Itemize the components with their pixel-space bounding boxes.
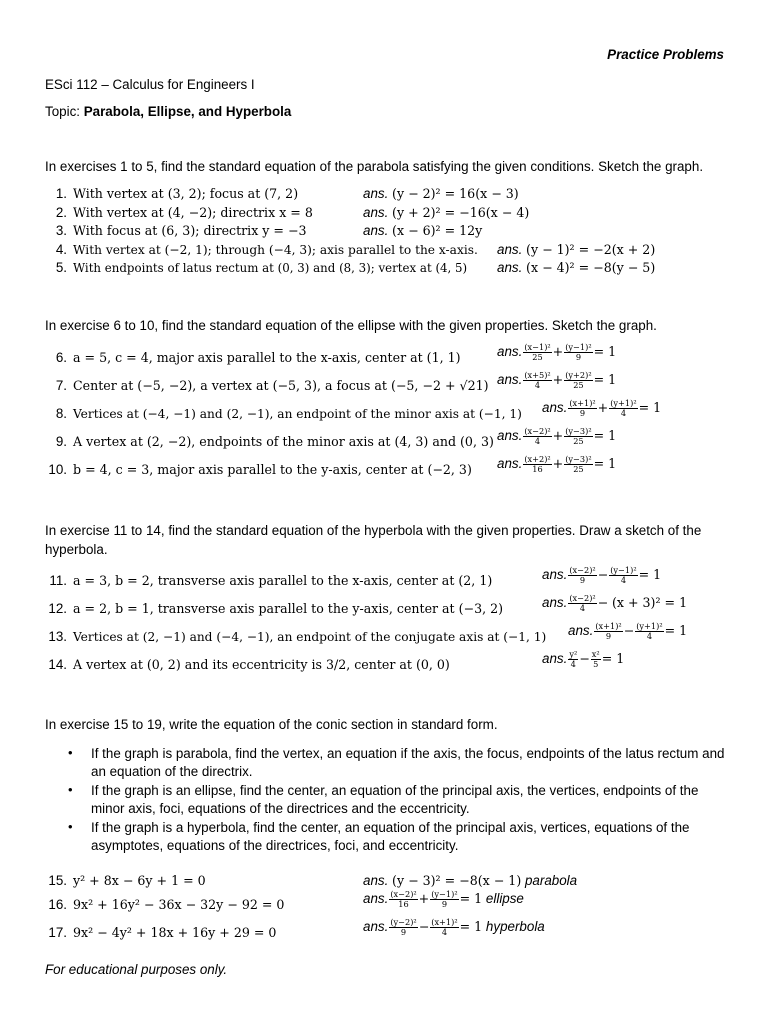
list-item — [45, 406, 522, 421]
item-question: b = 4, c = 3, major axis parallel to the y-axis, center at (−2, 3) — [73, 462, 472, 477]
section-4-intro: In exercise 15 to 19, write the equation of the conic section in standard form. — [45, 717, 498, 732]
bullet-icon: • — [68, 782, 73, 797]
item-answer: ans. $\frac{\text{(x−2)²}}{16}$ + $\frac{\text{(y−1)²}}{9}$ = 1 ellipse — [363, 889, 524, 909]
item-answer: ans. $\frac{\text{y²}}{4}$ − $\frac{\text{x²}}{5}$ = 1 — [542, 649, 625, 669]
bullet-item: If the graph is parabola, find the vertex, an equation if the axis, the focus, endpoints of the latus rectum and an equation of the directrix. — [91, 746, 725, 779]
answer-text: (y − 1)² = −2(x + 2) — [526, 242, 656, 257]
list-item — [45, 657, 450, 672]
ans-label: ans. — [497, 428, 523, 444]
ans-label: ans. — [497, 372, 523, 388]
list-item — [45, 205, 313, 220]
ans-label: ans. — [497, 344, 523, 360]
item-answer: ans. $\frac{\text{(x−1)²}}{25}$ + $\frac{\text{(y−1)²}}{9}$ = 1 — [497, 342, 617, 362]
bullet-item: If the graph is an ellipse, find the center, an equation of the principal axis, the vertices, endpoints of the minor axis, foci, equations of the directrices and the eccentricity. — [91, 783, 699, 816]
course-title: ESci 112 – Calculus for Engineers I — [45, 77, 255, 92]
item-answer — [497, 260, 655, 275]
list-item — [45, 378, 489, 393]
fraction: $\frac{\text{(x−2)²}}{16}$ — [390, 889, 417, 909]
answer-text: (x − 6)² = 12y — [392, 223, 483, 238]
item-question: 9x² − 4y² + 18x + 16y + 29 = 0 — [73, 925, 277, 940]
fraction: $\frac{\text{(x+1)²}}{4}$ — [431, 917, 458, 937]
item-number: 9. — [55, 434, 67, 449]
ans-label: ans. — [363, 891, 389, 907]
item-number: 13. — [48, 629, 67, 644]
list-item — [45, 260, 467, 275]
fraction: $\frac{\text{(x−2)²}}{4}$ — [569, 593, 596, 613]
fraction: $\frac{\text{(x−2)²}}{4}$ — [524, 426, 551, 446]
item-number: 14. — [48, 657, 67, 672]
bullet-icon: • — [68, 819, 73, 834]
item-answer: ans. $\frac{\text{(y−2)²}}{9}$ − $\frac{\text{(x+1)²}}{4}$ = 1 hyperbola — [363, 917, 545, 937]
item-number: 2. — [55, 205, 67, 220]
ans-label: ans. — [497, 456, 523, 472]
item-number: 10. — [48, 462, 67, 477]
item-answer — [363, 873, 577, 888]
item-number: 15. — [48, 873, 67, 888]
fraction: $\frac{\text{(x−1)²}}{25}$ — [524, 342, 551, 362]
item-number: 17. — [48, 925, 67, 940]
list-item — [45, 573, 492, 588]
ans-label: ans. — [363, 186, 389, 201]
conic-kind: parabola — [524, 873, 578, 888]
item-question: With endpoints of latus rectum at (0, 3) and (8, 3); vertex at (4, 5) — [73, 261, 468, 275]
item-number: 4. — [55, 242, 67, 257]
topic-label: Topic: — [45, 104, 80, 119]
item-number: 16. — [48, 897, 67, 912]
item-question: With vertex at (−2, 1); through (−4, 3); axis parallel to the x-axis. — [73, 243, 478, 257]
item-question: y² + 8x − 6y + 1 = 0 — [73, 873, 206, 888]
list-item — [45, 873, 206, 888]
ans-label: ans. — [568, 623, 594, 639]
answer-text: (y − 3)² = −8(x − 1) — [392, 873, 522, 888]
item-answer: ans. $\frac{\text{(x+1)²}}{9}$ − $\frac{\text{(y+1)²}}{4}$ = 1 — [568, 621, 688, 641]
list-item — [45, 601, 503, 616]
fraction: $\frac{\text{(x+1)²}}{9}$ — [569, 398, 596, 418]
ans-label: ans. — [542, 400, 568, 416]
item-answer — [363, 223, 482, 238]
fraction: $\frac{\text{(y−2)²}}{9}$ — [390, 917, 417, 937]
fraction: $\frac{\text{(y−3)²}}{25}$ — [565, 454, 592, 474]
topic-line — [45, 104, 291, 119]
item-question: A vertex at (0, 2) and its eccentricity is 3/2, center at (0, 0) — [73, 657, 450, 672]
item-question: Center at (−5, −2), a vertex at (−5, 3), a focus at (−5, −2 + √21) — [73, 378, 489, 393]
item-question: a = 5, c = 4, major axis parallel to the x-axis, center at (1, 1) — [73, 350, 461, 365]
conic-kind: ellipse — [485, 891, 524, 907]
item-question: With focus at (6, 3); directrix y = −3 — [73, 223, 307, 238]
fraction: $\frac{\text{x²}}{5}$ — [591, 649, 600, 669]
ans-label: ans. — [497, 242, 523, 257]
bullet-icon: • — [68, 745, 73, 760]
list-item — [45, 242, 478, 257]
fraction: $\frac{\text{(y−1)²}}{4}$ — [610, 565, 637, 585]
item-question: A vertex at (2, −2), endpoints of the minor axis at (4, 3) and (0, 3) — [73, 434, 494, 449]
practice-problems-title: Practice Problems — [607, 47, 724, 62]
fraction: $\frac{\text{(x−2)²}}{9}$ — [569, 565, 596, 585]
fraction: $\frac{\text{(y−1)²}}{9}$ — [431, 889, 458, 909]
fraction: $\frac{\text{(y+1)²}}{4}$ — [636, 621, 663, 641]
item-number: 12. — [48, 601, 67, 616]
item-answer — [497, 242, 655, 257]
section-2-intro: In exercise 6 to 10, find the standard equation of the ellipse with the given properties. Sketch the graph. — [45, 318, 657, 333]
item-number: 7. — [55, 378, 67, 393]
item-question: With vertex at (4, −2); directrix x = 8 — [73, 205, 313, 220]
footer-note: For educational purposes only. — [45, 962, 228, 977]
item-answer: ans. $\frac{\text{(x+2)²}}{16}$ + $\frac{\text{(y−3)²}}{25}$ = 1 — [497, 454, 617, 474]
item-question: a = 2, b = 1, transverse axis parallel to the y-axis, center at (−3, 2) — [73, 601, 504, 616]
ans-label: ans. — [497, 260, 523, 275]
ans-label: ans. — [363, 919, 389, 935]
item-answer: ans. $\frac{\text{(x−2)²}}{4}$ − (x + 3)² = 1 — [542, 593, 688, 613]
item-number: 1. — [55, 186, 67, 201]
answer-text: (x − 4)² = −8(y − 5) — [526, 260, 656, 275]
item-number: 6. — [55, 350, 67, 365]
list-item — [45, 629, 546, 644]
list-item — [45, 350, 461, 365]
list-item — [45, 434, 494, 449]
item-question: With vertex at (3, 2); focus at (7, 2) — [73, 186, 299, 201]
ans-label: ans. — [542, 651, 568, 667]
fraction: $\frac{\text{(y+2)²}}{25}$ — [565, 370, 592, 390]
item-answer: ans. $\frac{\text{(x−2)²}}{4}$ + $\frac{\text{(y−3)²}}{25}$ = 1 — [497, 426, 617, 446]
conic-kind: hyperbola — [485, 919, 545, 935]
answer-text: (y + 2)² = −16(x − 4) — [392, 205, 530, 220]
ans-label: ans. — [363, 873, 389, 888]
list-item — [45, 186, 298, 201]
item-number: 5. — [55, 260, 67, 275]
answer-text: (y − 2)² = 16(x − 3) — [392, 186, 519, 201]
item-question: Vertices at (−4, −1) and (2, −1), an endpoint of the minor axis at (−1, 1) — [73, 407, 522, 421]
item-answer: ans. $\frac{\text{(x−2)²}}{9}$ − $\frac{\text{(y−1)²}}{4}$ = 1 — [542, 565, 662, 585]
list-item — [45, 897, 284, 912]
fraction: $\frac{\text{(y−1)²}}{9}$ — [565, 342, 592, 362]
fraction: $\frac{\text{(y+1)²}}{4}$ — [610, 398, 637, 418]
item-number: 11. — [49, 573, 67, 588]
section-1-intro: In exercises 1 to 5, find the standard equation of the parabola satisfying the given conditions. Sketch the graph. — [45, 159, 704, 174]
item-question: Vertices at (2, −1) and (−4, −1), an endpoint of the conjugate axis at (−1, 1) — [73, 630, 547, 644]
section-3-intro: In exercise 11 to 14, find the standard equation of the hyperbola with the given properties. Draw a sketch of the hyperbola. — [45, 523, 702, 557]
list-item — [45, 925, 276, 940]
fraction: $\frac{\text{(y−3)²}}{25}$ — [565, 426, 592, 446]
item-question: a = 3, b = 2, transverse axis parallel to the x-axis, center at (2, 1) — [73, 573, 493, 588]
item-answer: ans. $\frac{\text{(x+5)²}}{4}$ + $\frac{\text{(y+2)²}}{25}$ = 1 — [497, 370, 617, 390]
item-answer: ans. $\frac{\text{(x+1)²}}{9}$ + $\frac{\text{(y+1)²}}{4}$ = 1 — [542, 398, 662, 418]
item-question: 9x² + 16y² − 36x − 32y − 92 = 0 — [73, 897, 285, 912]
item-answer — [363, 205, 529, 220]
fraction: $\frac{\text{(x+1)²}}{9}$ — [595, 621, 622, 641]
fraction: $\frac{\text{(x+2)²}}{16}$ — [524, 454, 551, 474]
item-number: 3. — [55, 223, 67, 238]
list-item — [45, 223, 307, 238]
list-item — [45, 462, 472, 477]
ans-label: ans. — [542, 595, 568, 611]
ans-label: ans. — [542, 567, 568, 583]
item-answer — [363, 186, 519, 201]
fraction: $\frac{\text{y²}}{4}$ — [569, 649, 578, 669]
fraction: $\frac{\text{(x+5)²}}{4}$ — [524, 370, 551, 390]
ans-label: ans. — [363, 205, 389, 220]
ans-label: ans. — [363, 223, 389, 238]
bullet-item: If the graph is a hyperbola, find the center, an equation of the principal axis, vertices, equations of the asymptotes, equations of the directrices, foci, and eccentricity. — [91, 820, 690, 853]
topic-value: Parabola, Ellipse, and Hyperbola — [83, 104, 292, 119]
item-number: 8. — [55, 406, 67, 421]
